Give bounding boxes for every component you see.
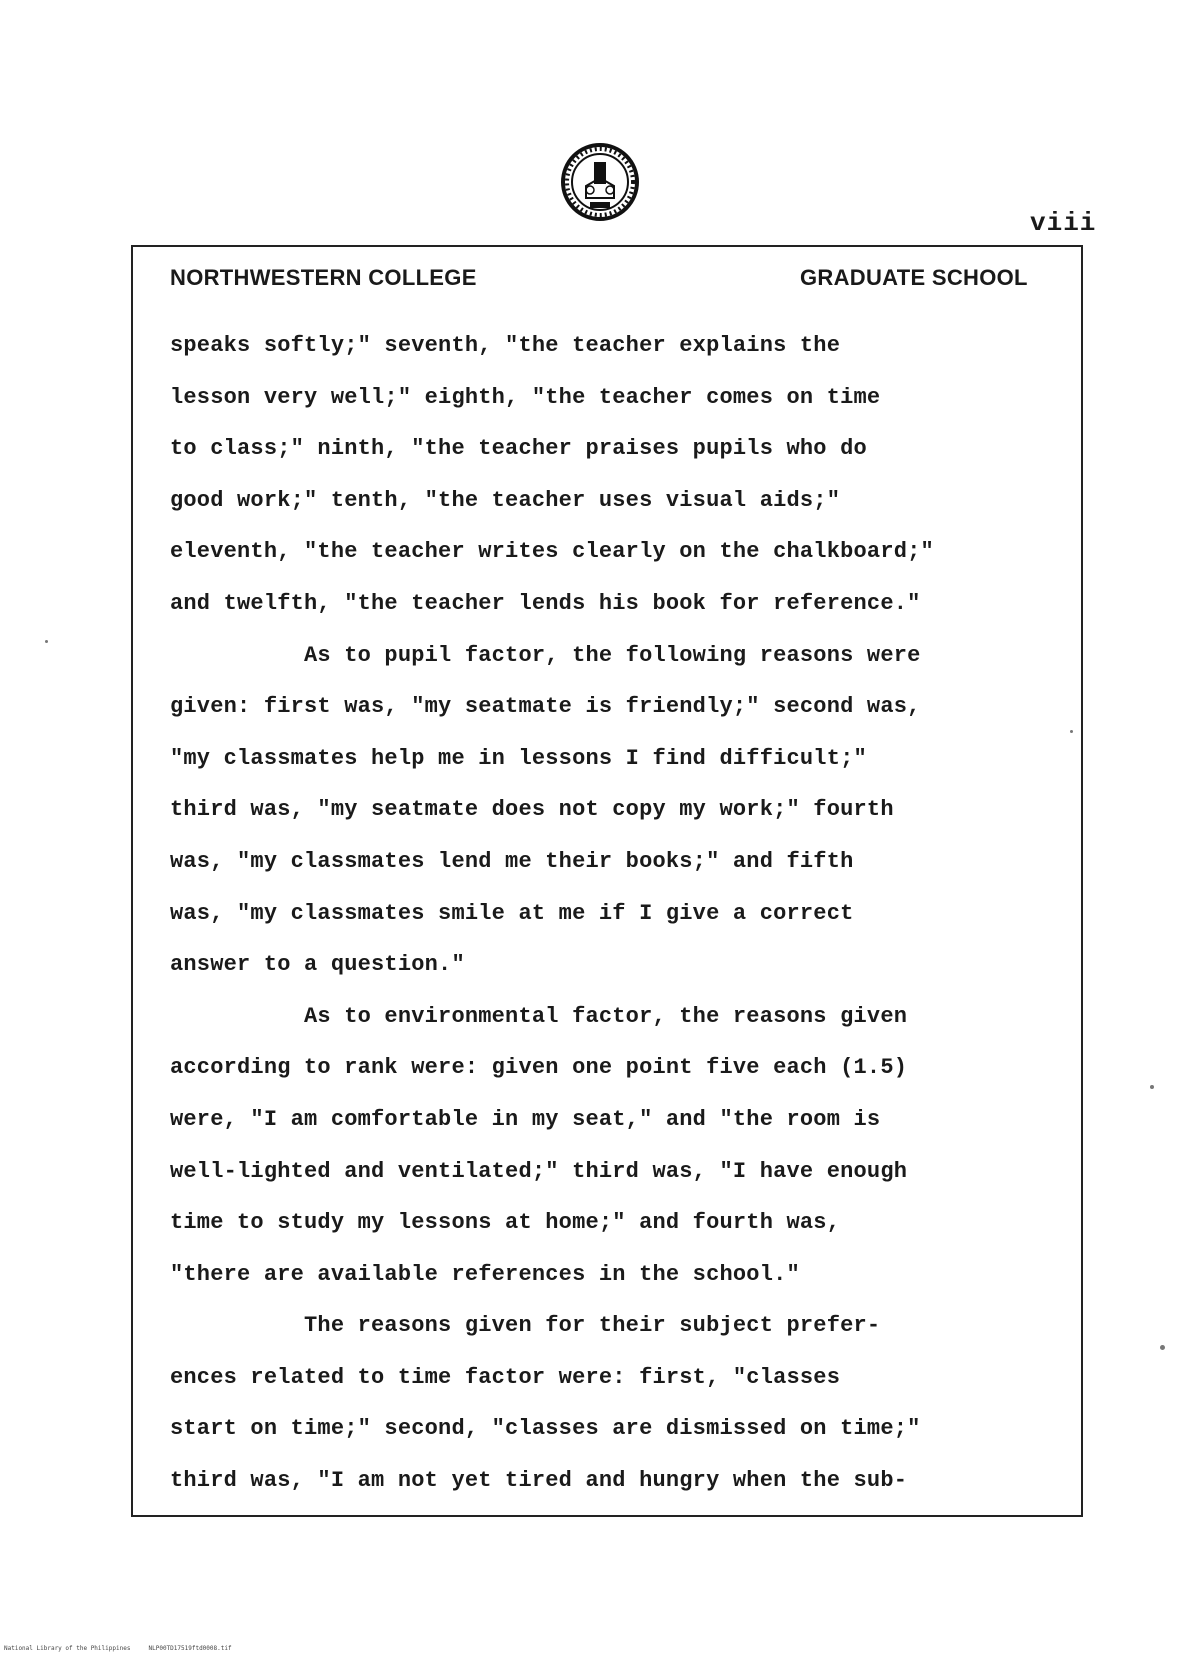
body-text xyxy=(170,320,1070,1507)
text-line: and twelfth, "the teacher lends his book for reference." xyxy=(170,590,921,616)
page-number: viii xyxy=(1030,208,1097,238)
text-line: start on time;" second, "classes are dismissed on time;" xyxy=(170,1416,921,1442)
text-line: third was, "I am not yet tired and hungry when the sub- xyxy=(170,1468,908,1494)
text-line: were, "I am comfortable in my seat," and "the room is xyxy=(170,1106,881,1132)
scan-speck xyxy=(45,640,48,643)
text-line: speaks softly;" seventh, "the teacher explains the xyxy=(170,333,841,358)
text-line: good work;" tenth, "the teacher uses visual aids;" xyxy=(170,487,841,513)
header-school: GRADUATE SCHOOL xyxy=(800,265,1028,290)
text-line: answer to a question." xyxy=(170,952,465,978)
text-line: eleventh, "the teacher writes clearly on the chalkboard;" xyxy=(170,539,934,565)
text-line: to class;" ninth, "the teacher praises pupils who do xyxy=(170,436,867,462)
text-line: according to rank were: given one point five each (1.5) xyxy=(170,1055,908,1081)
text-line: "there are available references in the school." xyxy=(170,1261,800,1287)
text-line: ences related to time factor were: first, "classes xyxy=(170,1364,841,1390)
text-line: well-lighted and ventilated;" third was, "I have enough xyxy=(170,1158,908,1184)
text-line: given: first was, "my seatmate is friendly;" second was, xyxy=(170,694,921,720)
scan-speck xyxy=(1070,730,1073,733)
scan-speck xyxy=(1150,1085,1154,1089)
text-line: "my classmates help me in lessons I find difficult;" xyxy=(170,745,867,771)
text-line: was, "my classmates smile at me if I give a correct xyxy=(170,900,854,926)
text-line: The reasons given for their subject prefer- xyxy=(170,1313,881,1339)
text-line: As to pupil factor, the following reasons were xyxy=(170,642,921,668)
text-line: third was, "my seatmate does not copy my work;" fourth xyxy=(170,797,894,823)
text-line: was, "my classmates lend me their books;" and fifth xyxy=(170,848,854,874)
scan-footer-caption: National Library of the Philippines NLP00TD17519ftd0008.tif xyxy=(4,1645,232,1652)
text-line: As to environmental factor, the reasons given xyxy=(170,1003,908,1029)
header-institution: NORTHWESTERN COLLEGE xyxy=(170,265,477,290)
college-seal-logo xyxy=(560,142,640,222)
text-line: time to study my lessons at home;" and fourth was, xyxy=(170,1210,841,1236)
scan-speck xyxy=(1160,1345,1165,1350)
text-line: lesson very well;" eighth, "the teacher comes on time xyxy=(170,384,881,410)
